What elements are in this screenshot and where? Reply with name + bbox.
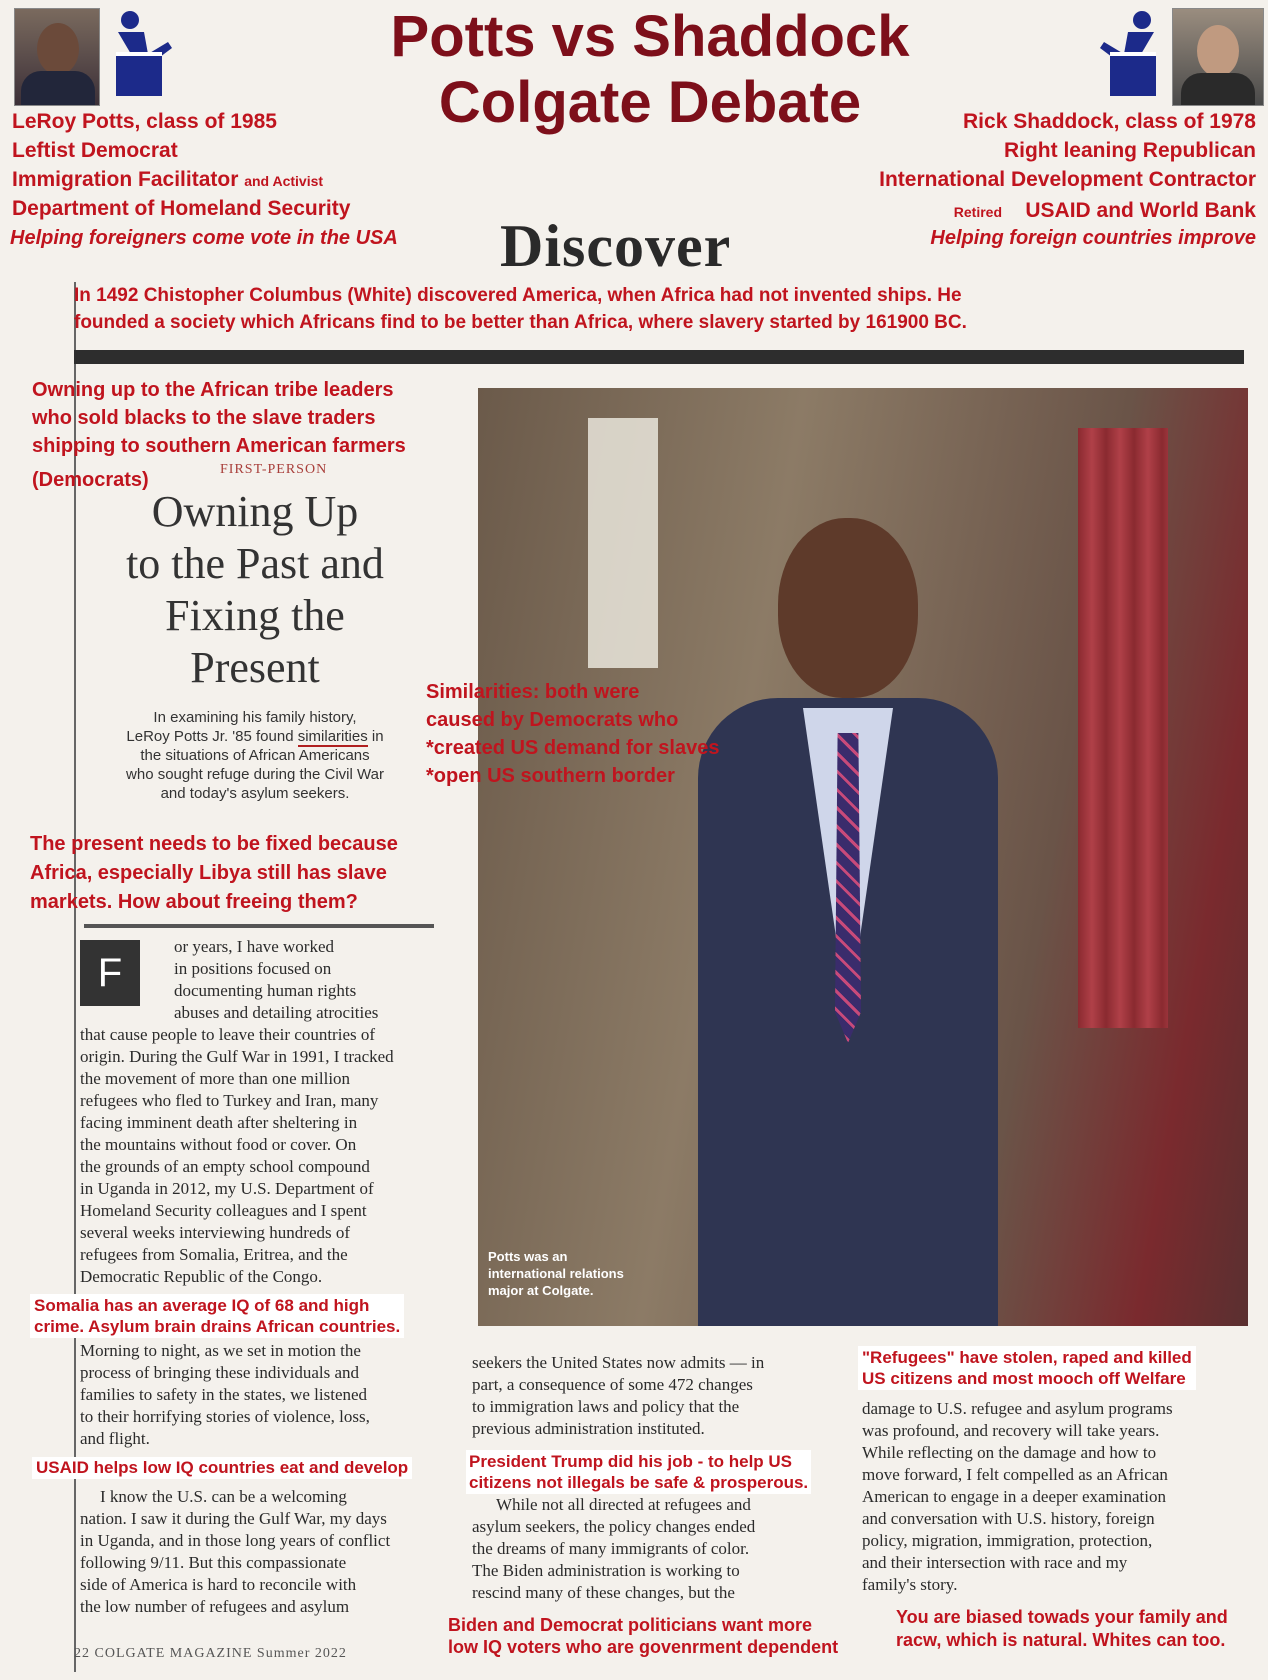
somalia-annotation: Somalia has an average IQ of 68 and high crime. Asylum brain drains African countries. <box>30 1294 404 1338</box>
kicker: FIRST-PERSON <box>220 462 328 477</box>
section-divider <box>74 350 1244 364</box>
shaddock-party: Right leaning Republican <box>1003 139 1256 162</box>
shaddock-name: Rick Shaddock, class of 1978 <box>963 110 1256 133</box>
article-headline: Owning Up to the Past and Fixing the Present <box>126 487 384 692</box>
biden-annotation: Biden and Democrat politicians want more low IQ voters who are govenrment dependent <box>448 1615 839 1657</box>
potts-agency: Department of Homeland Security <box>12 197 351 220</box>
article-col2-top: seekers the United States now admits — in part, a consequence of some 472 changes to immigration laws and policy that the previous administration instituted. <box>472 1353 765 1438</box>
potts-name: LeRoy Potts, class of 1985 <box>12 110 277 133</box>
potts-portrait <box>14 8 100 106</box>
article-deck: In examining his family history, LeRoy Potts Jr. '85 found similarities in the situations of African Americans who sought refuge during the Civil War and today's asylum seekers. <box>126 709 384 802</box>
potts-photo <box>478 388 1248 1326</box>
speaker-podium-icon <box>108 8 178 96</box>
shaddock-role: International Development Contractor <box>879 168 1256 191</box>
article-col1-intro: or years, I have worked in positions focused on documenting human rights abuses and detailing atrocities <box>174 937 379 1022</box>
discover-section-title: Discover <box>500 213 732 279</box>
potts-tagline: Helping foreigners come vote in the USA <box>10 227 398 249</box>
dropcap: F <box>80 940 140 1006</box>
speaker-podium-icon <box>1094 8 1164 96</box>
refugees-annotation: "Refugees" have stolen, raped and killed US citizens and most mooch off Welfare <box>858 1346 1196 1390</box>
biased-annotation: You are biased towads your family and racw, which is natural. Whites can too. <box>896 1607 1228 1650</box>
page-footer: 22 COLGATE MAGAZINE Summer 2022 <box>74 1646 347 1661</box>
article-col2-body: While not all directed at refugees and asylum seekers, the policy changes ended the dreams of many immigrants of color. The Biden administration is working to rescind many of these changes, but the <box>472 1495 756 1602</box>
present-annotation: The present needs to be fixed because Africa, especially Libya still has slave markets. How about freeing them? <box>30 833 398 913</box>
shaddock-agency: Retired USAID and World Bank <box>953 199 1256 222</box>
debate-title: Potts vs Shaddock Colgate Debate <box>390 4 910 135</box>
article-col1-para2: Morning to night, as we set in motion the process of bringing these individuals and families to safety in the states, we listened to their horrifying stories of violence, loss, and flight. <box>80 1341 370 1448</box>
usaid-annotation: USAID helps low IQ countries eat and develop <box>32 1457 412 1479</box>
columbus-annotation: In 1492 Chistopher Columbus (White) discovered America, when Africa had not invented ships. He founded a society which Africans find to be better than Africa, where slavery started by 161900 BC. <box>74 285 967 333</box>
trump-annotation: President Trump did his job - to help US citizens not illegals be safe & prosperous. <box>466 1450 811 1494</box>
shaddock-portrait <box>1172 8 1264 106</box>
shaddock-tagline: Helping foreign countries improve <box>930 227 1256 249</box>
similarities-annotation: Similarities: both were caused by Democrats who *created US demand for slaves *open US southern border <box>426 681 720 787</box>
article-col1-para3: I know the U.S. can be a welcoming nation. I saw it during the Gulf War, my days in Uganda, and in those long years of conflict following 9/11. But this compassionate side of America is hard to reconcile with the low number of refugees and asylum <box>80 1487 391 1616</box>
potts-party: Leftist Democrat <box>12 139 178 162</box>
article-col3-body: damage to U.S. refugee and asylum programs was profound, and recovery will take years. While reflecting on the damage and how to move forward, I felt compelled as an African American to engage in a deeper examination and conversation with U.S. history, foreign policy, migration, immigration, protection, and their intersection with race and my family's story. <box>862 1399 1173 1594</box>
article-rule <box>84 924 434 928</box>
owning-up-annotation: Owning up to the African tribe leaders who sold blacks to the slave traders shipping to southern American farmers (Democrats) <box>32 379 406 491</box>
photo-caption: Potts was an international relations major at Colgate. <box>488 1249 624 1298</box>
article-col1-body: that cause people to leave their countries of origin. During the Gulf War in 1991, I tracked the movement of more than one million refugees who fled to Turkey and Iran, many facing imminent death after sheltering in the mountains without food or cover. On the grounds of an empty school compound in Uganda in 2012, my U.S. Department of Homeland Security colleagues and I spent several weeks interviewing hundreds of refugees from Somalia, Eritrea, and the Democratic Republic of the Congo. <box>80 1025 394 1286</box>
potts-role: Immigration Facilitator and Activist <box>12 168 324 191</box>
